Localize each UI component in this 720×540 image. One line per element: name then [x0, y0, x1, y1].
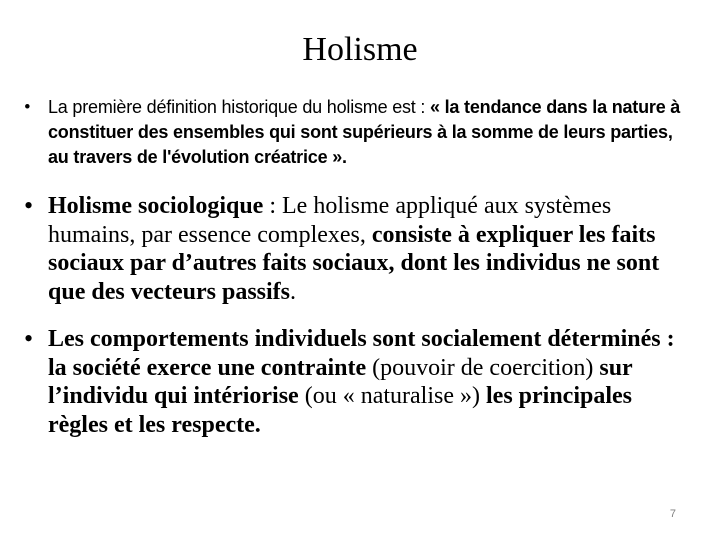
bullet-item-holisme-sociologique	[24, 192, 692, 306]
text-run: (ou « naturalise »)	[298, 383, 486, 409]
text-run-bold: sur l’individu qui intériorise	[48, 354, 633, 409]
bullet-icon: •	[24, 191, 34, 220]
text-run: .	[290, 278, 297, 305]
bullet-text	[48, 95, 692, 170]
text-run: : Le holisme appliqué aux systèmes humains, par essence complexes,	[48, 193, 612, 248]
text-run-bold: Holisme sociologique	[48, 193, 264, 219]
text-run-bold: « la tendance dans la nature à constituer des ensembles qui sont supérieurs à la somme de leurs parties, au travers de l'évolution créatrice ».	[48, 97, 681, 167]
bullet-item-comportements	[24, 325, 692, 439]
page-number: 7	[669, 508, 676, 520]
bullet-item-definition	[24, 95, 692, 170]
text-run-bold: les principales règles et les respecte.	[48, 383, 633, 438]
bullet-text	[48, 192, 692, 306]
text-run: (pouvoir de coercition)	[366, 354, 600, 381]
bullet-icon: •	[24, 97, 31, 118]
bullet-text	[48, 325, 692, 439]
slide-title: Holisme	[302, 31, 418, 68]
text-run: La première définition historique du holisme est :	[48, 97, 431, 117]
text-run-bold: consiste à expliquer les faits sociaux par d’autres faits sociaux, dont les individus ne sont que des vecteurs passifs	[48, 221, 660, 305]
text-run-bold: Les comportements individuels sont socialement déterminés : la société exerce une contrainte	[48, 326, 675, 381]
bullet-icon: •	[24, 324, 34, 353]
